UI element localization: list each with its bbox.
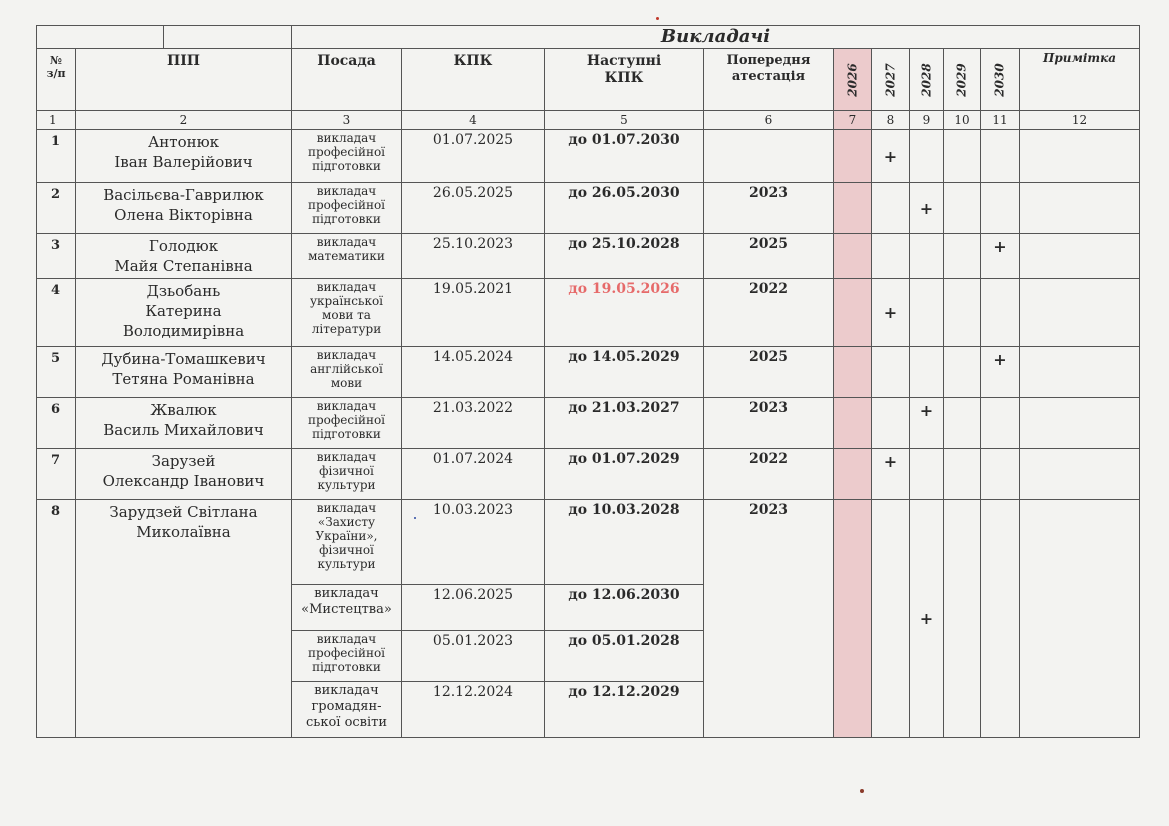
- header-note: Примітка: [1020, 49, 1140, 111]
- row-num: 4: [37, 279, 76, 347]
- year-cell: [910, 234, 944, 279]
- year-cell: [944, 500, 981, 738]
- year-cell: [944, 183, 981, 234]
- row-num: 1: [37, 130, 76, 183]
- teacher-position: викладач професійної підготовки: [292, 130, 402, 183]
- kpk-date: 26.05.2025: [402, 183, 545, 234]
- kpk-date: 12.06.2025: [402, 585, 545, 631]
- header-kpk: КПК: [402, 49, 545, 111]
- teacher-name: Дзьобань Катерина Володимирівна: [76, 279, 292, 347]
- year-cell: [872, 347, 910, 398]
- year-cell: [872, 398, 910, 449]
- teacher-name: Антонюк Іван Валерійович: [76, 130, 292, 183]
- note-cell: [1020, 449, 1140, 500]
- year-cell: [944, 130, 981, 183]
- year-cell: [834, 347, 872, 398]
- year-cell: [834, 234, 872, 279]
- next-kpk-date: до 05.01.2028: [545, 631, 704, 682]
- prev-attestation: 2023: [704, 500, 834, 738]
- year-cell: [910, 279, 944, 347]
- teacher-position: викладач української мови та літератури: [292, 279, 402, 347]
- teacher-position: викладач фізичної культури: [292, 449, 402, 500]
- teacher-position: викладач професійної підготовки: [292, 398, 402, 449]
- ink-speck: [656, 17, 659, 20]
- year-cell: [910, 449, 944, 500]
- year-cell: [834, 279, 872, 347]
- kpk-date: 19.05.2021: [402, 279, 545, 347]
- teacher-position: викладач математики: [292, 234, 402, 279]
- col-num: 2: [76, 111, 292, 130]
- year-cell: [834, 500, 872, 738]
- teacher-position: викладач «Мистецтва»: [292, 585, 402, 631]
- table-row: [37, 279, 1140, 347]
- table-title: Викладачі: [292, 26, 1140, 49]
- col-num: 5: [545, 111, 704, 130]
- year-cell: [910, 347, 944, 398]
- year-cell: [981, 500, 1020, 738]
- teacher-position: викладач громадян- ської освіти: [292, 682, 402, 738]
- col-num: 9: [910, 111, 944, 130]
- year-cell: [910, 130, 944, 183]
- note-cell: [1020, 130, 1140, 183]
- header-year-2030: 2030: [981, 49, 1020, 111]
- next-kpk-date: до 14.05.2029: [545, 347, 704, 398]
- ink-speck: [860, 789, 864, 793]
- prev-attestation: [704, 130, 834, 183]
- note-cell: [1020, 500, 1140, 738]
- year-cell: [834, 130, 872, 183]
- note-cell: [1020, 183, 1140, 234]
- year-cell: [981, 398, 1020, 449]
- table-row: [37, 183, 1140, 234]
- year-cell: [944, 347, 981, 398]
- prev-attestation: 2025: [704, 234, 834, 279]
- year-mark: +: [872, 279, 910, 347]
- kpk-date: 10.03.2023: [402, 500, 545, 585]
- next-kpk-date: до 01.07.2030: [545, 130, 704, 183]
- teacher-position: викладач професійної підготовки: [292, 183, 402, 234]
- prev-attestation: 2022: [704, 449, 834, 500]
- row-num: 6: [37, 398, 76, 449]
- kpk-date: 01.07.2024: [402, 449, 545, 500]
- row-num: 3: [37, 234, 76, 279]
- kpk-date: 25.10.2023: [402, 234, 545, 279]
- kpk-date: 14.05.2024: [402, 347, 545, 398]
- next-kpk-date: до 10.03.2028: [545, 500, 704, 585]
- next-kpk-date: до 26.05.2030: [545, 183, 704, 234]
- header-year-2027: 2027: [872, 49, 910, 111]
- year-cell: [944, 234, 981, 279]
- year-mark: +: [910, 183, 944, 234]
- year-mark: +: [872, 130, 910, 183]
- header-year-2029: 2029: [944, 49, 981, 111]
- year-cell: [944, 398, 981, 449]
- kpk-date: 01.07.2025: [402, 130, 545, 183]
- header-num: № з/п: [37, 49, 76, 111]
- header-position: Посада: [292, 49, 402, 111]
- prev-attestation: 2023: [704, 183, 834, 234]
- prev-attestation: 2023: [704, 398, 834, 449]
- prev-attestation: 2022: [704, 279, 834, 347]
- next-kpk-date: до 12.12.2029: [545, 682, 704, 738]
- teachers-table: [36, 25, 1140, 738]
- header-next-kpk: Наступні КПК: [545, 49, 704, 111]
- row-num: 7: [37, 449, 76, 500]
- year-mark: +: [981, 234, 1020, 279]
- next-kpk-date: до 01.07.2029: [545, 449, 704, 500]
- note-cell: [1020, 347, 1140, 398]
- next-kpk-date-overdue: до 19.05.2026: [545, 279, 704, 347]
- year-cell: [944, 279, 981, 347]
- table-row: [37, 347, 1140, 398]
- header-name: ПІП: [76, 49, 292, 111]
- col-num: 4: [402, 111, 545, 130]
- col-num: 11: [981, 111, 1020, 130]
- year-mark: +: [910, 398, 944, 449]
- kpk-date: 12.12.2024: [402, 682, 545, 738]
- table-row: [37, 449, 1140, 500]
- year-cell: [872, 500, 910, 738]
- teacher-position: викладач професійної підготовки: [292, 631, 402, 682]
- year-mark: +: [872, 449, 910, 500]
- row-num: 5: [37, 347, 76, 398]
- column-numbers-row: [37, 111, 1140, 130]
- col-num: 1: [37, 111, 76, 130]
- year-cell: [872, 234, 910, 279]
- teacher-name: Дубина-Томашкевич Тетяна Романівна: [76, 347, 292, 398]
- year-cell: [872, 183, 910, 234]
- kpk-date: 21.03.2022: [402, 398, 545, 449]
- teacher-name: Голодюк Майя Степанівна: [76, 234, 292, 279]
- teacher-name: Васільєва-Гаврилюк Олена Вікторівна: [76, 183, 292, 234]
- kpk-date: 05.01.2023: [402, 631, 545, 682]
- teacher-name: Зарузей Олександр Іванович: [76, 449, 292, 500]
- table-row: [37, 398, 1140, 449]
- table-row: [37, 500, 1140, 585]
- teacher-position: викладач «Захисту України», фізичної культури: [292, 500, 402, 585]
- year-mark: +: [910, 500, 944, 738]
- year-cell: [981, 279, 1020, 347]
- header-year-2026: 2026: [834, 49, 872, 111]
- year-cell: [981, 449, 1020, 500]
- table-row: [37, 130, 1140, 183]
- col-num: 8: [872, 111, 910, 130]
- header-year-2028: 2028: [910, 49, 944, 111]
- table-row: [37, 234, 1140, 279]
- year-mark: +: [981, 347, 1020, 398]
- header-prev-attestation: Попередня атестація: [704, 49, 834, 111]
- row-num: 2: [37, 183, 76, 234]
- year-cell: [834, 398, 872, 449]
- col-num: 6: [704, 111, 834, 130]
- teacher-position: викладач англійської мови: [292, 347, 402, 398]
- col-num: 3: [292, 111, 402, 130]
- next-kpk-date: до 25.10.2028: [545, 234, 704, 279]
- note-cell: [1020, 279, 1140, 347]
- year-cell: [981, 130, 1020, 183]
- col-num: 12: [1020, 111, 1140, 130]
- teacher-name: Жвалюк Василь Михайлович: [76, 398, 292, 449]
- year-cell: [944, 449, 981, 500]
- teacher-name: Зарудзей Світлана Миколаївна: [76, 500, 292, 738]
- next-kpk-date: до 12.06.2030: [545, 585, 704, 631]
- col-num: 10: [944, 111, 981, 130]
- row-num: 8: [37, 500, 76, 738]
- note-cell: [1020, 398, 1140, 449]
- title-blank-left: [37, 26, 292, 49]
- col-num: 7: [834, 111, 872, 130]
- ink-speck: [414, 517, 416, 519]
- prev-attestation: 2025: [704, 347, 834, 398]
- note-cell: [1020, 234, 1140, 279]
- next-kpk-date: до 21.03.2027: [545, 398, 704, 449]
- year-cell: [834, 449, 872, 500]
- year-cell: [981, 183, 1020, 234]
- year-cell: [834, 183, 872, 234]
